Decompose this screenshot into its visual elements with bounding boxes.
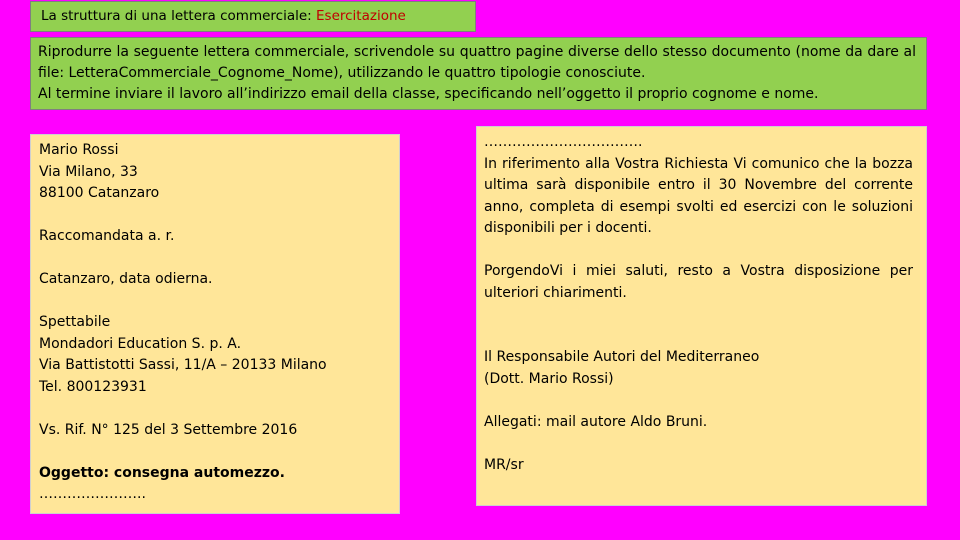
sender-street: Via Milano, 33 xyxy=(39,163,138,180)
right-dots: ……………………………. xyxy=(484,134,643,150)
slide-title xyxy=(30,1,476,32)
letter-closing: PorgendoVi i miei saluti, resto a Vostra disposizione per ulteriori chiarimenti. xyxy=(484,263,913,301)
sender-city: 88100 Catanzaro xyxy=(39,185,160,201)
slide-title-accent: Esercitazione xyxy=(316,8,406,24)
instructions-box xyxy=(30,37,927,110)
signature-name: (Dott. Mario Rossi) xyxy=(484,370,614,387)
attachments: Allegati: mail autore Aldo Bruni. xyxy=(484,413,708,430)
subject: Oggetto: consegna automezzo. xyxy=(39,464,285,481)
recipient-label: Spettabile xyxy=(39,314,111,330)
recipient-street: Via Battistotti Sassi, 11/A – 20133 Milano xyxy=(39,357,327,373)
slide-title-main: La struttura di una lettera commerciale: xyxy=(41,8,317,24)
instructions-paragraph-2: Al termine inviare il lavoro all’indirizzo email della classe, specificando nell’oggetto il proprio cognome e nome. xyxy=(38,86,819,102)
initials: MR/sr xyxy=(484,456,524,473)
letter-body: In riferimento alla Vostra Richiesta Vi comunico che la bozza ultima sarà disponibile entro il 30 Novembre del corrente anno, completa di esempi svolti ed esercizi con le soluzioni disponibili per i docenti. xyxy=(484,155,913,236)
place-date: Catanzaro, data odierna. xyxy=(39,271,213,287)
letter-left-panel xyxy=(30,134,400,514)
recipient-tel: Tel. 800123931 xyxy=(39,378,147,395)
left-dots: ………………….. xyxy=(39,486,146,502)
recipient-name: Mondadori Education S. p. A. xyxy=(39,335,242,352)
signature-role: Il Responsabile Autori del Mediterraneo xyxy=(484,349,760,365)
letter-right-panel xyxy=(476,126,927,506)
sender-name: Mario Rossi xyxy=(39,142,119,158)
shipping-method: Raccomandata a. r. xyxy=(39,228,175,244)
instructions-paragraph-1: Riprodurre la seguente lettera commerciale, scrivendole su quattro pagine diverse dello stesso documento (nome da dare al file: LetteraCommerciale_Cognome_Nome), utilizzando le quattro tipologie conosciute. xyxy=(38,44,916,81)
reference: Vs. Rif. N° 125 del 3 Settembre 2016 xyxy=(39,421,298,438)
